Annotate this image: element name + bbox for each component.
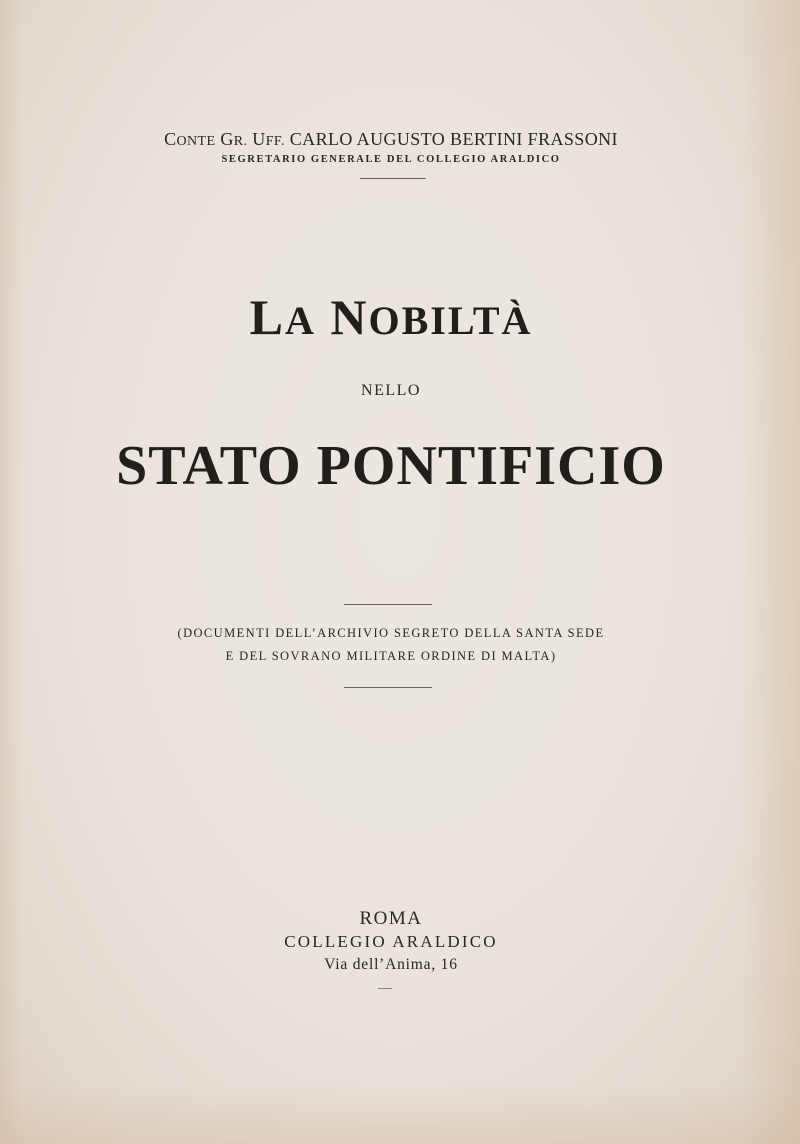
author-prefix-onte: ONTE (176, 134, 216, 149)
rule-final-dash (378, 988, 392, 989)
rule-below-subtitle (344, 687, 432, 688)
author-name: CARLO AUGUSTO BERTINI FRASSONI (284, 129, 618, 149)
subtitle-line2: E DEL SOVRANO MILITARE ORDINE DI MALTA) (225, 649, 557, 663)
subtitle-line1: (DOCUMENTI DELL’ARCHIVIO SEGRETO DELLA SANTA SEDE (177, 626, 605, 640)
main-title-line1 (0, 288, 782, 346)
author-prefix-r: R. (233, 134, 248, 149)
page-edge-shadow-bottom (0, 1084, 800, 1144)
author-prefix-ff: FF. (265, 134, 285, 149)
author-prefix-c: C (164, 129, 177, 149)
title-space (316, 289, 331, 345)
author-line (0, 129, 782, 150)
title-n: N (330, 289, 369, 345)
title-connector: NELLO (361, 382, 421, 399)
title-a: A (284, 298, 316, 343)
author-prefix-g: G (215, 129, 234, 149)
rule-above-subtitle (344, 604, 432, 605)
title-l: L (249, 289, 285, 345)
rule-under-author (360, 178, 426, 179)
imprint-publisher: COLLEGIO ARALDICO (284, 932, 498, 951)
main-title-line2: STATO PONTIFICIO (116, 435, 666, 497)
imprint-city: ROMA (359, 908, 423, 929)
author-role: SEGRETARIO GENERALE DEL COLLEGIO ARALDICO (221, 154, 561, 165)
imprint-address: Via dell’Anima, 16 (324, 956, 458, 973)
title-obilta: OBILTÀ (368, 298, 533, 343)
author-prefix-u: U (247, 129, 266, 149)
